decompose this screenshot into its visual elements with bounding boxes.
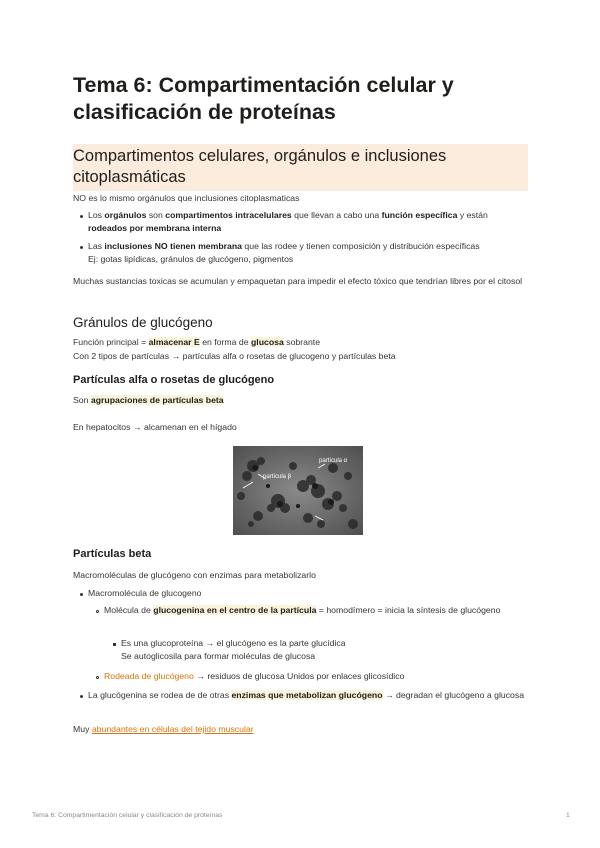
page-number: 1 [566, 812, 570, 819]
granulos-tipos: Con 2 tipos de partículas → partículas alfa o rosetas de glucogeno y partículas beta [73, 351, 396, 361]
section1-intro: NO es lo mismo orgánulos que inclusiones citoplasmaticas [73, 193, 300, 203]
list-item-macromolecula: Macromolécula de glucogeno [88, 588, 202, 598]
section1-outro: Muchas sustancias toxicas se acumulan y empaquetan para impedir el efecto tóxico que tendrían libres por el citosol [73, 276, 523, 286]
bullet-circle [96, 676, 99, 679]
section-heading-text: Compartimentos celulares, orgánulos e inclusiones citoplasmáticas [73, 147, 447, 186]
list-item-inclusiones: Las inclusiones NO tienen membrana que las rodee y tienen composición y distribución específicas Ej: gotas lipídicas, gránulos de glucógeno, pigmentos [88, 241, 480, 264]
list-item-glucogenina: Molécula de glucogenina en el centro de la partícula = homodímero = inicia la síntesis de glucógeno [104, 605, 501, 615]
beta-outro: Muy abundantes en células del tejido muscular [73, 724, 254, 734]
bullet-dot [80, 215, 83, 218]
bullet-square [113, 643, 116, 646]
alfa-hepatocitos: En hepatocitos → alcamenan en el hígado [73, 422, 237, 432]
alfa-agrupaciones: Son agrupaciones de partículas beta [73, 395, 224, 405]
beta-intro: Macromoléculas de glucógeno con enzimas para metabolizarlo [73, 570, 316, 580]
bullet-dot [80, 246, 83, 249]
list-item-rodeada: Rodeada de glucógeno → residuos de glucosa Unidos por enlaces glicosídico [104, 671, 405, 681]
muscular-link[interactable]: abundantes en células del tejido muscular [91, 724, 254, 734]
heading-granulos-glucogeno: Gránulos de glucógeno [73, 315, 213, 330]
glycogen-micrograph [233, 446, 363, 535]
bullet-circle [96, 610, 99, 613]
list-item-glucoproteina: Es una glucoproteína → el glucógeno es la parte glucídica Se autoglicosila para formar moléculas de glucosa [121, 638, 346, 661]
list-item-glucogenina-enzimas: La glucógenina se rodea de de otras enzimas que metabolizan glucógeno → degradan el glucógeno a glucosa [88, 690, 525, 700]
heading-particulas-alfa: Partículas alfa o rosetas de glucógeno [73, 374, 275, 386]
footer-title: Tema 6: Compartimentación celular y clasificación de proteínas [32, 812, 223, 819]
granulos-funcion: Función principal = almacenar E en forma de glucosa sobrante [73, 337, 321, 347]
heading-particulas-beta: Partículas beta [73, 548, 152, 560]
page-title: Tema 6: Compartimentación celular y clasificación de proteínas [73, 73, 454, 124]
micrograph-label-beta: partícula β [263, 474, 292, 480]
list-item-organulos: Los orgánulos son compartimentos intracelulares que llevan a cabo una función específica y están rodeados por membrana interna [88, 210, 488, 233]
section-heading-compartimentos [73, 144, 528, 191]
bullet-dot [80, 695, 83, 698]
micrograph-label-alfa: partícula α [319, 458, 348, 464]
bullet-dot [80, 593, 83, 596]
